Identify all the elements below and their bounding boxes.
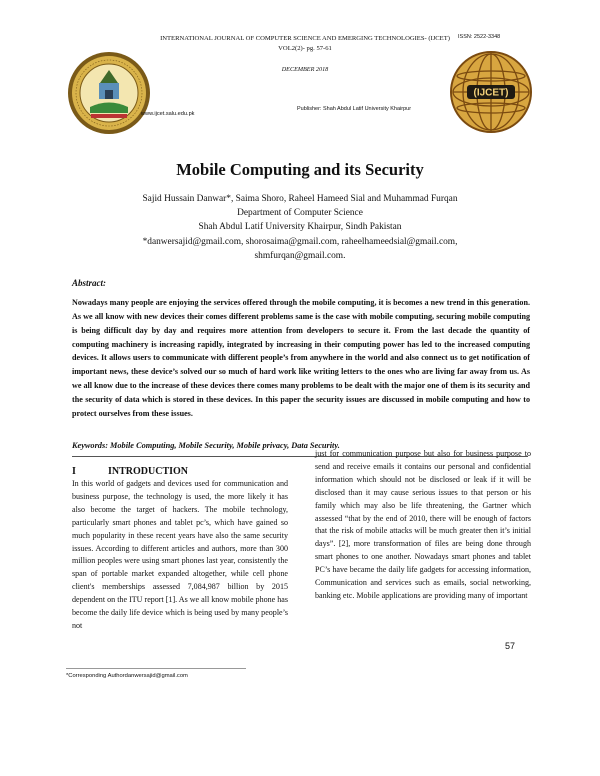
author-university: Shah Abdul Latif University Khairpur, Sindh Pakistan	[198, 222, 402, 233]
section-number: I	[72, 466, 76, 477]
author-block	[60, 192, 540, 263]
author-department: Department of Computer Science	[237, 208, 363, 219]
footnote: *Corresponding Authordanwersajid@gmail.com	[66, 673, 188, 679]
author-emails: *danwersajid@gmail.com, shorosaima@gmail.com, raheelhameedsial@gmail.com,	[142, 236, 458, 247]
abstract-heading: Abstract:	[72, 278, 107, 288]
university-seal-logo	[66, 50, 152, 136]
issn: ISSN: 2522-3348	[458, 34, 501, 40]
ijcet-logo-text: (IJCET)	[473, 87, 509, 99]
page-number: 57	[505, 641, 516, 651]
footnote-rule	[66, 668, 246, 669]
journal-header: INTERNATIONAL JOURNAL OF COMPUTER SCIENCE AND EMERGING TECHNOLOGIES- (IJCET) VOL2(2)- pg. 57-61	[160, 35, 450, 52]
section-title: INTRODUCTION	[108, 466, 189, 477]
body-column-left: In this world of gadgets and devices used for communication and business purpose, the technology is used, the more likely it has also become the target of hackers. The mobile technology, particularly smart phones and tablet pc’s, which have gained so much popularity in these recent years have also the same security issues. According to different articles and authors, more than 300 million peoples were using smart phones last year, consistently the span of portable market expanded altogether, while cell phone client's memberships assessed 7,084,987 billion by 2015 dependent on the ITU report [1]. As we all know mobile phone has become the daily life device which is being used by many people’s not	[72, 479, 288, 630]
author-emails-cont: shmfurqan@gmail.com.	[254, 250, 346, 261]
ijcet-logo	[447, 48, 535, 136]
author-names: Sajid Hussain Danwar*, Saima Shoro, Raheel Hameed Sial and Muhammad Furqan	[142, 194, 458, 204]
abstract-text: Nowadays many people are enjoying the services offered through the mobile computing, it is becomes a new trend in this generation. As we all know with new devices their comes different problems same is the case with mobile computing, securing mobile computing is being difficult day by day and requires more attention from developers to secure it. From the last decade the quantity of computing machinery is increasing rapidly, integrated by increasing in their computing power has led to the increased computing devices. It allows users to communicate with different people’s from anywhere in the world and also connect us to get notification of important news, these device’s solved our so much of hard work like writing letters to the ones who are living far away from us. As we all know due to the increase of these devices there comes many problems to be dealt with the major one of them is its security and the security of data which is stored in these devices. In this paper the security issues are discussed in mobile computing and how to protect ourselves from these issues.	[72, 298, 530, 418]
body-column-right: just for communication purpose but also for business purpose to send and receive emails it contains our personal and confidential information which should not be disclosed or leak if it will be disclosed than it may cause serious issues to that person or his family which may also be life threatening, the Gartner which assessed “that by the end of 2010, there will be enough of factors that the risk of mobile attacks will be much greater then it’s initial days”. [2], more transformation of files are being done through smart phones to one another. Nowadays smart phones and tablet PC’s have became the daily life gadgets for accessing information, Communication and services such as emails, social networking, banking etc. Mobile applications are providing many of important	[315, 449, 531, 600]
keywords: Keywords: Mobile Computing, Mobile Security, Mobile privacy, Data Security.	[72, 441, 340, 450]
issue-date: DECEMBER 2018	[281, 66, 329, 73]
journal-url: www.ijcet.salu.edu.pk	[141, 111, 195, 117]
publisher: Publisher: Shah Abdul Latif University Khairpur	[297, 106, 412, 112]
paper-title: Mobile Computing and its Security	[176, 160, 424, 179]
